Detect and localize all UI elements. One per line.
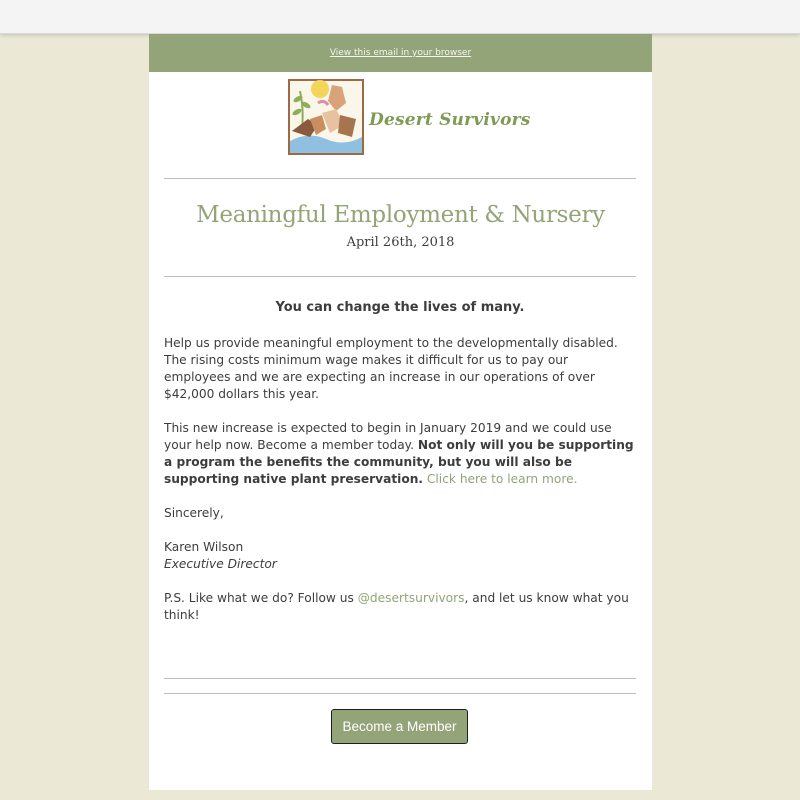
closing-text: Sincerely, xyxy=(164,506,224,520)
email-container xyxy=(149,34,652,790)
signature xyxy=(164,539,636,573)
body-paragraph-1: Help us provide meaningful employment to the developmentally disabled. The rising costs minimum wage makes it difficult for us to pay our employees and we are expecting an increase in our operations of over $42,000 dollars this year. xyxy=(164,336,618,401)
postscript xyxy=(164,590,636,624)
body-headline: You can change the lives of many. xyxy=(275,300,525,315)
divider-top xyxy=(164,178,636,179)
email-title: Meaningful Employment & Nursery xyxy=(196,202,605,228)
become-member-button[interactable]: Become a Member xyxy=(331,709,468,744)
signer-title: Executive Director xyxy=(164,557,277,571)
paragraph-2-bold: Not only will you be supporting a program the benefits the community, but you will also be supporting native plant preservation. xyxy=(164,438,634,486)
browser-top-bar xyxy=(0,0,800,34)
ps-text: P.S. Like what we do? Follow us xyxy=(164,591,358,605)
logo[interactable] xyxy=(149,78,652,158)
divider-footer-2 xyxy=(164,693,636,694)
social-handle-link[interactable]: @desertsurvivors xyxy=(357,591,465,605)
logo-hands-icon xyxy=(288,79,364,155)
email-body xyxy=(164,298,636,641)
preheader-bar xyxy=(149,34,652,72)
email-date: April 26th, 2018 xyxy=(346,235,455,250)
signer-name: Karen Wilson xyxy=(164,540,244,554)
view-in-browser-link[interactable]: View this email in your browser xyxy=(329,48,472,58)
paragraph-2-text: This new increase is expected to begin in January 2019 and we could use your help now. Become a member today. xyxy=(164,421,612,452)
ps-text-end: , and let us know what you think! xyxy=(164,591,629,622)
body-paragraph-2 xyxy=(164,420,636,488)
learn-more-link[interactable]: Click here to learn more. xyxy=(426,472,578,486)
divider-footer-1 xyxy=(164,678,636,679)
logo-wordmark: Desert Survivors xyxy=(369,110,531,130)
divider-header xyxy=(164,276,636,277)
